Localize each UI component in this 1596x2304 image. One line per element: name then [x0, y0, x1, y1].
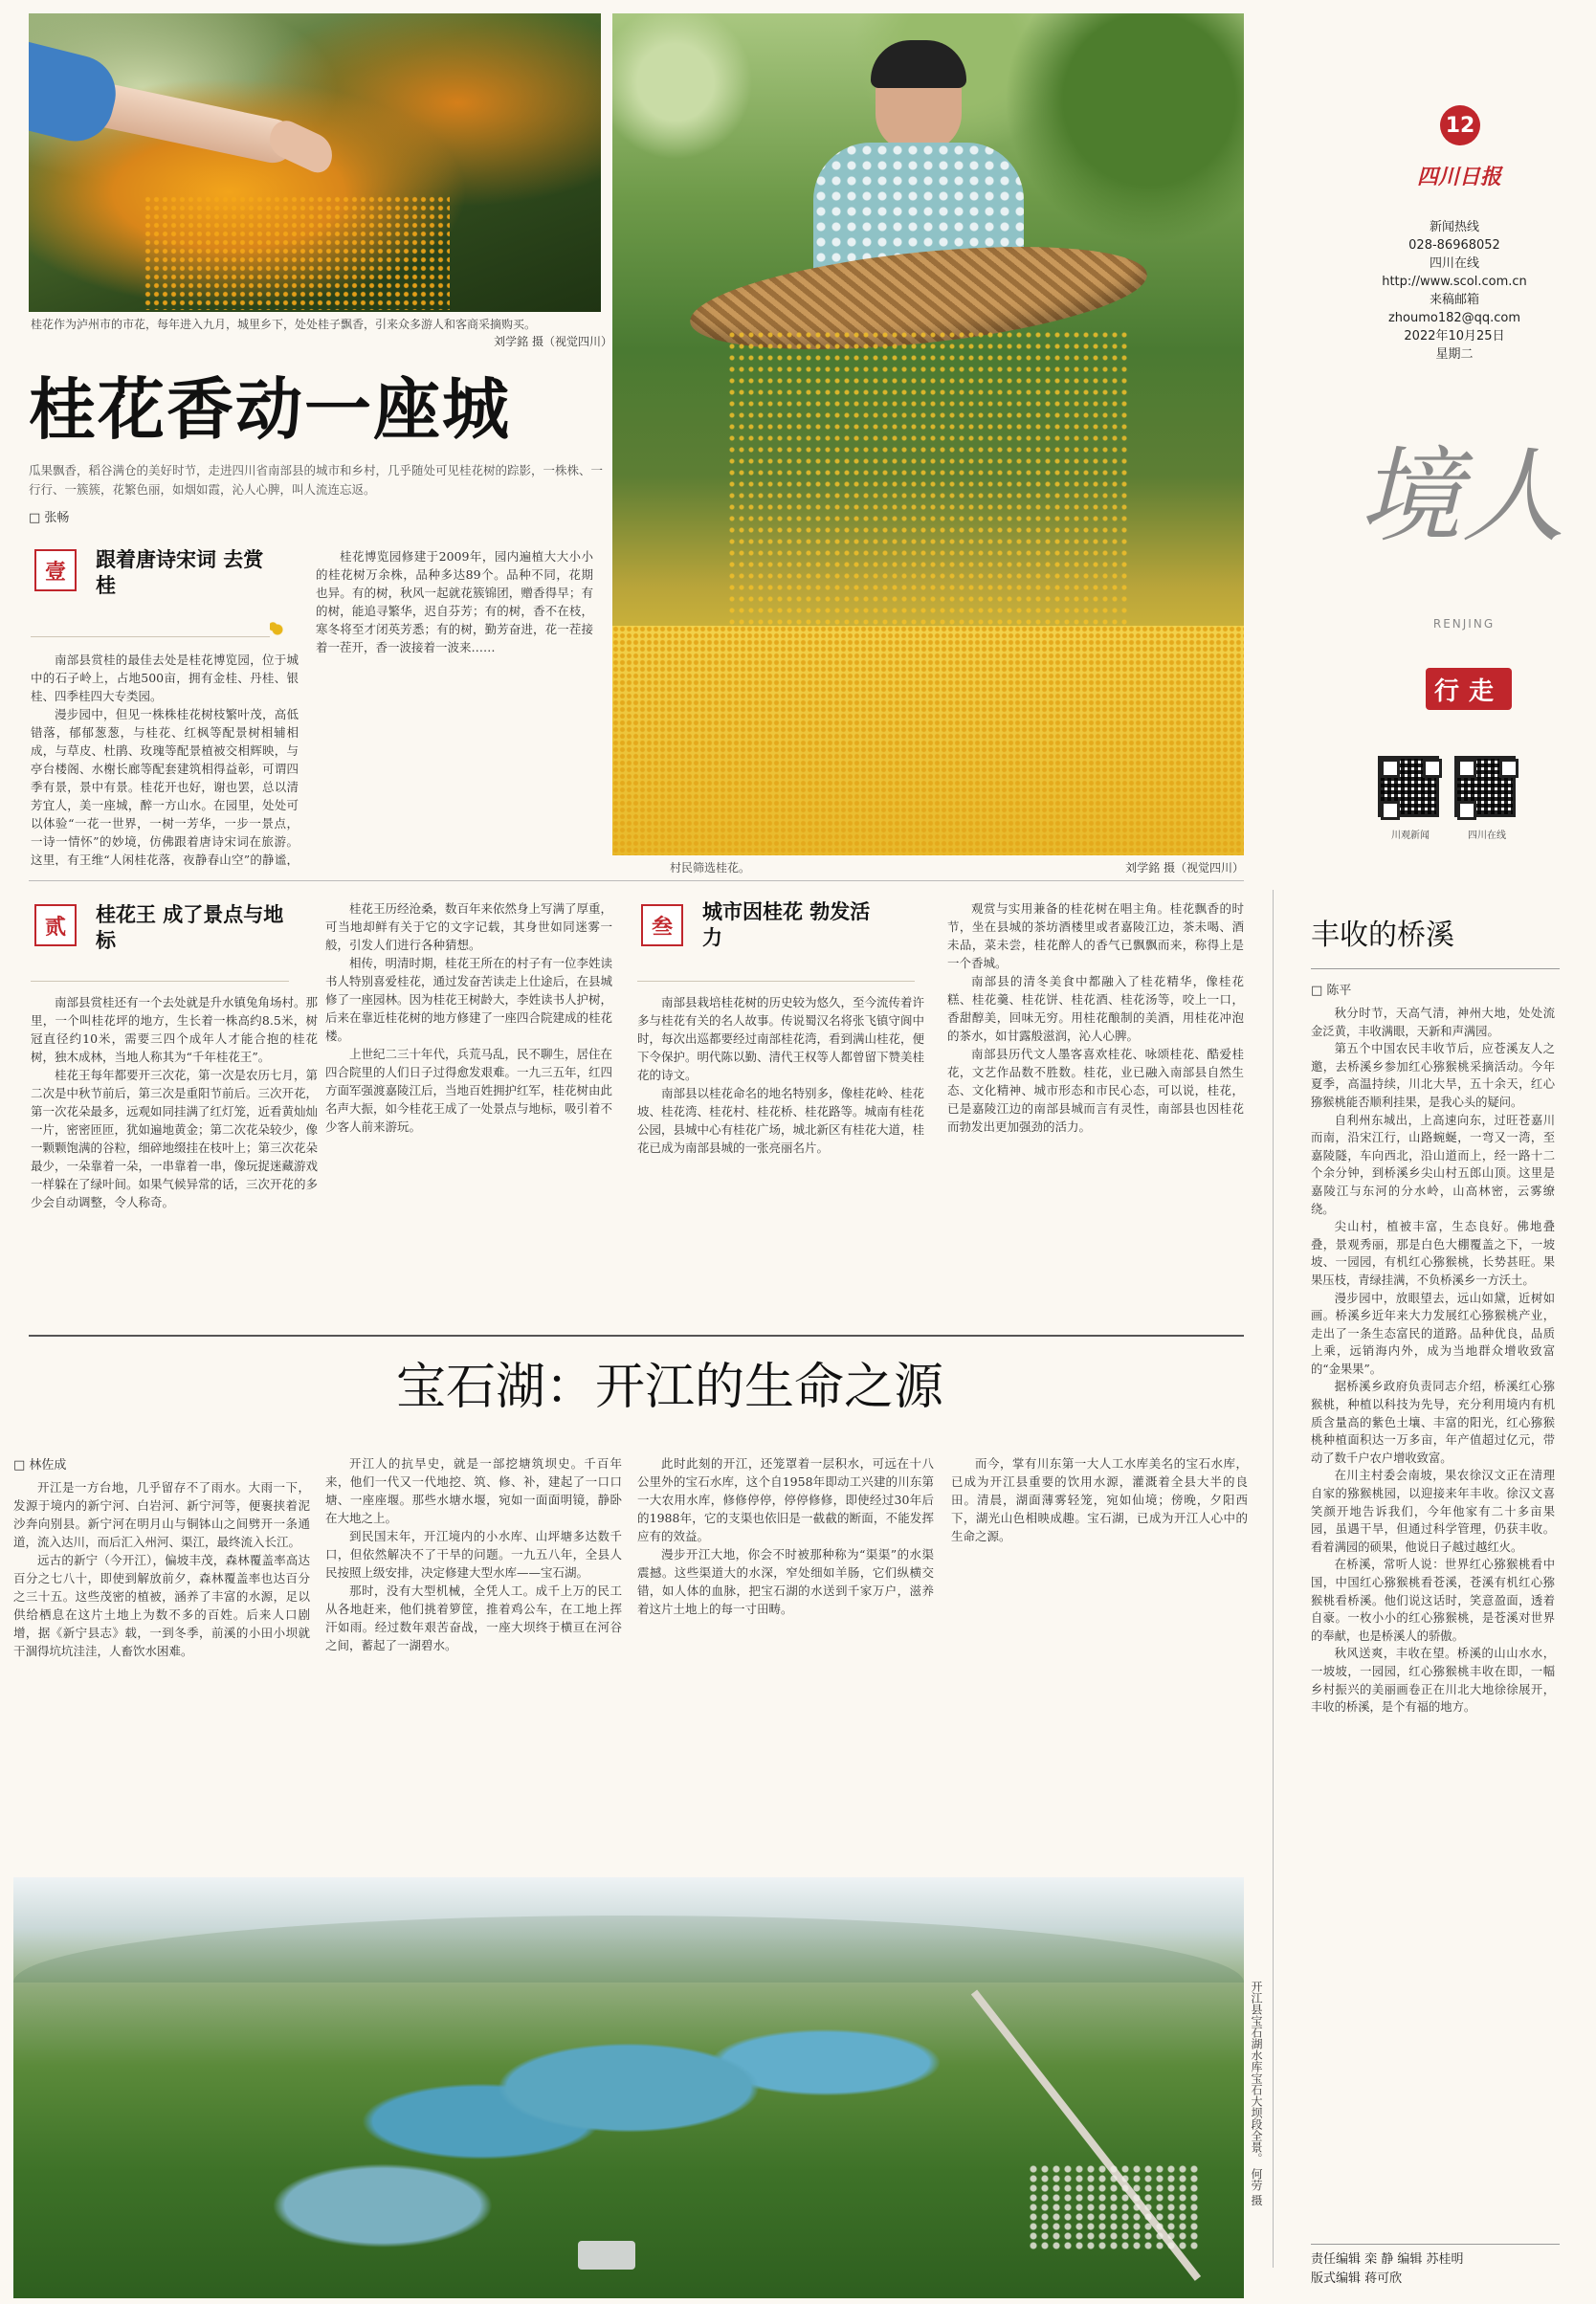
falling-osmanthus: [727, 329, 1129, 645]
editor-line-1: 责任编辑 栾 静 编辑 苏桂明: [1311, 2252, 1464, 2267]
section3-title: 城市因桂花 勃发活力: [702, 900, 871, 949]
sifting-osmanthus-photo: [612, 13, 1244, 855]
column-stamp-text: 行走: [1433, 676, 1503, 706]
right-column-rule: [1273, 890, 1274, 2268]
article2-paragraph: 此时此刻的开江，还笼罩着一层积水，可远在十八公里外的宝石水库，这个自1958年即动工兴建的川东第一大农用水库，修修停停，停停修修，即使经过30年后的1988年，它的支渠也依旧是一截截的断面，不能发挥应有的效益。: [637, 1456, 934, 1543]
section1-body-col1: [31, 651, 299, 866]
hotline-number: 028-86968052: [1408, 238, 1500, 253]
article2-paragraph: 开江是一方台地，几乎留存不了雨水。大雨一下，发源于境内的新宁河、白岩河、新宁河等，便裹挟着泥沙奔向别县。新宁河在明月山与铜钵山之间劈开一条通道，流入达川，而后汇入州河、渠江，最终流入长江。: [13, 1480, 310, 1549]
section2-body-col1: [31, 993, 318, 1232]
online-url[interactable]: http://www.scol.com.cn: [1382, 275, 1527, 289]
section2-paragraph: 上世纪二三十年代，兵荒马乱，民不聊生，居住在四合院里的人们日子过得愈发艰难。一九三五年，红四方面军强渡嘉陵江后，当地百姓拥护红军，桂花树由此名声大振，如今桂花王成了一处景点与地标，吸引着不少客人前来游玩。: [325, 1047, 612, 1134]
article2-col1: [13, 1478, 310, 1871]
section2-badge-text: 贰: [44, 914, 66, 940]
village: [1028, 2164, 1200, 2250]
article2-col2: [325, 1454, 622, 1871]
picker-sleeve: [29, 40, 123, 149]
section3-paragraph: 南部县的清冬美食中都融入了桂花精华，像桂花糕、桂花羹、桂花饼、桂花酒、桂花汤等，咬上一口，香甜醇美，回味无穷。用桂花酿制的美酒，用桂花冲泡的茶水，如甘露般滋润，沁人心脾。: [947, 974, 1244, 1043]
article3-body: [1311, 1005, 1555, 2218]
photo1-caption: 桂花作为泸州市的市花，每年进入九月，城里乡下，处处桂子飘香，引来众多游人和客商采摘购买。: [31, 318, 537, 331]
section1-badge-text: 壹: [44, 559, 66, 585]
section2-paragraph: 桂花王每年都要开三次花，第一次是农历七月，第二次是中秋节前后，第三次是重阳节前后。三次开花，第一次花朵最多，远观如同挂满了红灯笼，近看黄灿灿一片，密密匝匝，犹如遍地黄金；第二次花朵较少，像一颗颗饱满的谷粒，细碎地缀挂在枝叶上；第三次花朵最少，一朵靠着一朵，一串靠着一串，像玩捉迷藏游戏一样躲在了绿叶间。如果气候异常的话，三次开花的多少会自动调整，令人称奇。: [31, 1068, 318, 1209]
photo2-credit: 刘学銘 摄（视觉四川）: [1125, 861, 1244, 875]
article3-byline: □ 陈平: [1311, 984, 1352, 998]
section2-rule: [31, 981, 289, 982]
article2-col4: [951, 1454, 1248, 1871]
section1-badge: [34, 549, 77, 591]
distant-hills: [13, 1916, 1244, 1983]
section3-body-col1: [637, 993, 924, 1232]
section3-badge: [641, 904, 683, 946]
article2-paragraph: 到民国末年，开江境内的小水库、山坪塘多达数千口，但依然解决不了干旱的问题。一九五八年，全县人民按照上级安排，决定修建大型水库——宝石湖。: [325, 1529, 622, 1580]
qr-right-label: 四川在线: [1468, 831, 1506, 841]
picker-hand: [263, 116, 340, 177]
baoshi-lake-aerial-photo: [13, 1877, 1244, 2298]
qr-code-right[interactable]: [1454, 756, 1519, 821]
article2-photo-caption: [1244, 1981, 1265, 2296]
article3-paragraph: 秋分时节，天高气清，神州大地，处处流金泛黄，丰收满眼，天新和声满园。: [1311, 1007, 1555, 1038]
photo2-caption: 村民筛选桂花。: [670, 861, 751, 875]
section1-title: 跟着唐诗宋词 去赏桂: [96, 548, 264, 597]
osmanthus-pile: [612, 626, 1244, 855]
section3-rule: [637, 981, 915, 982]
section2-paragraph: 桂花王历经沧桑，数百年来依然身上写满了厚重，可当地却鲜有关于它的文字记载，其身世如同迷雾一般，引发人们进行各种猜想。: [325, 901, 612, 952]
section1-rule: [31, 636, 270, 637]
section3-paragraph: 观赏与实用兼备的桂花树在唱主角。桂花飘香的时节，坐在县城的茶坊酒楼里或者嘉陵江边，茶未喝、酒未品，菜未尝，桂花醉人的香气已飘飘而来，称得上是一个香城。: [947, 901, 1244, 970]
editor-line-2: 版式编辑 蒋可欣: [1311, 2271, 1403, 2286]
email-label: 来稿邮箱: [1429, 293, 1479, 307]
osmanthus-cluster: [144, 195, 450, 310]
article2-divider: [29, 1335, 1244, 1337]
article1-divider: [29, 880, 1244, 881]
footer-rule: [1311, 2244, 1560, 2245]
article2-byline: □ 林佐成: [13, 1458, 67, 1473]
article3-rule: [1311, 968, 1560, 969]
section3-paragraph: 南部县栽培桂花树的历史较为悠久，至今流传着许多与桂花有关的名人故事。传说蜀汉名将张飞镇守阆中时，每次出巡都要经过南部桂花湾，看到满山桂花，便下令保护。明代陈以勤、清代王权等人都曾留下赞美桂花的诗文。: [637, 995, 924, 1082]
section2-body-col2: [325, 899, 612, 1232]
article3-paragraph: 据桥溪乡政府负责同志介绍，桥溪红心猕猴桃，种植以科技为先导，充分利用境内有机质含量高的紫色土壤、丰富的阳光，红心猕猴桃种植面积达一万多亩，年产值超过亿元，带动了数千户农户增收致富。: [1311, 1380, 1555, 1465]
section1-body-col2: [316, 547, 593, 866]
article3-paragraph: 自利州东城出，上高速向东，过旺苍嘉川而南，沿宋江行，山路蜿蜒，一弯又一湾，至嘉陵隧，车向西北，沿山道而上，经一路十二个余分钟，到桥溪乡尖山村五郎山顶。这里是嘉陵江与东河的分水岭，山高林密，云雾缭绕。: [1311, 1113, 1555, 1216]
online-label: 四川在线: [1429, 256, 1479, 271]
article2-paragraph: 开江人的抗旱史，就是一部挖塘筑坝史。千百年来，他们一代又一代地挖、筑、修、补，建起了一口口塘、一座座堰。那些水塘水堰，宛如一面面明镜，静卧在大地之上。: [325, 1456, 622, 1525]
article3-headline: 丰收的桥溪: [1311, 919, 1454, 952]
column-stamp: [1426, 668, 1512, 710]
article2-paragraph: 而今，掌有川东第一大人工水库美名的宝石水库，已成为开江县重要的饮用水源，灌溉着全县大半的良田。清晨，湖面薄雾轻笼，宛如仙境；傍晚，夕阳西下，湖光山色相映成趣。宝石湖，已成为开江人心中的生命之源。: [951, 1456, 1248, 1543]
issue-weekday: 星期二: [1435, 347, 1474, 362]
section1-paragraph: 漫步园中，但见一株株桂花树枝繁叶茂，高低错落，郁郁葱葱，与桂花、红枫等配景树相辅相成，与草皮、杜鹃、玫瑰等配景植被交相辉映，与亭台楼阁、水榭长廊等配套建筑相得益彰，可谓四季有景，景中有景。桂花开也好，谢也罢，总以清芳宜人，美一座城，醉一方山水。在园里，处处可以体验“一花一世界，一树一芳华，一步一景点，一诗一情怀”的妙境，仿佛跟着唐诗宋词在旅游。这里，有王维“人闲桂花落，夜静春山空”的静谧，: [31, 707, 299, 866]
section3-badge-text: 叁: [651, 914, 673, 940]
section2-badge: [34, 904, 77, 946]
qr-left-label: 川观新闻: [1391, 831, 1430, 841]
hotline-label: 新闻热线: [1429, 220, 1479, 234]
article3-paragraph: 在桥溪，常听人说：世界红心猕猴桃看中国，中国红心猕猴桃看苍溪，苍溪有机红心猕猴桃看桥溪。他们说这话时，笑意盈面，透着自豪。一枚小小的红心猕猴桃，是苍溪对世界的奉献，也是桥溪人的骄傲。: [1311, 1558, 1555, 1643]
issue-date: 2022年10月25日: [1404, 329, 1505, 343]
article3-paragraph: 第五个中国农民丰收节后，应苍溪友人之邀，去桥溪乡参加红心猕猴桃采摘活动。今年夏季，高温持续，川北大旱，五十余天，红心猕猴桃能否顺利挂果，是我心头的疑问。: [1311, 1042, 1555, 1109]
masthead: [1335, 105, 1574, 861]
section3-paragraph: 南部县历代文人墨客喜欢桂花、咏颂桂花、酷爱桂花，文艺作品数不胜数。桂花，业已融入南部县自然生态、文化精神、城市形态和市民心态，可以说，桂花，已是嘉陵江边的南部县城而言有灵性，南部县也因桂花而勃发出更加强劲的活力。: [947, 1047, 1244, 1134]
article1-byline: □ 张畅: [29, 511, 70, 525]
article2-paragraph: 远古的新宁（今开江），偏坡丰茂，森林覆盖率高达百分之七八十，即使到解放前夕，森林覆盖率也达百分之三十五。这些茂密的植被，涵养了丰富的水源，足以供给栖息在这片土地上为数不多的百姓。后来人口剧增，据《新宁县志》载，一到冬季，前溪的小田小坝就干涸得坑坑洼洼，人畜饮水困难。: [13, 1553, 310, 1658]
section2-title: 桂花王 成了景点与地标: [96, 903, 284, 952]
section1-paragraph: 南部县赏桂的最佳去处是桂花博览园，位于城中的石子岭上，占地500亩，拥有金桂、丹桂、银桂、四季桂四大专类园。: [31, 653, 299, 703]
osmanthus-picking-photo: [29, 13, 601, 312]
section1-paragraph: 桂花博览园修建于2009年，园内遍植大大小小的桂花树万余株，品种多达89个。品种不同，花期也异。有的树，秋风一起就花簇锦团，赠香得早；有的树，能追寻繁华，迟自芬芳；有的树，香不在枝，寒冬将至才闭英芳悉；有的树，勤芳奋进，花一茬接着一茬开，香一波接着一波来……: [316, 549, 593, 654]
article3-paragraph: 漫步园中，放眼望去，远山如黛，近树如画。桥溪乡近年来大力发展红心猕猴桃产业，走出了一条生态富民的道路。品种优良，品质上乘，远销海内外，成为当地群众增收致富的“金果果”。: [1311, 1291, 1555, 1376]
footer-editors: [1311, 2250, 1569, 2289]
section3-body-col2: [947, 899, 1244, 1232]
qr-code-left[interactable]: [1378, 756, 1443, 821]
page-number: 12: [1445, 113, 1475, 138]
osmanthus-ornament-icon: [270, 622, 285, 637]
article3-paragraph: 尖山村，植被丰富，生态良好。佛地叠叠，景观秀丽，那是白色大棚覆盖之下，一坡坡、一园园，有机红心猕猴桃，长势甚旺。果果压枝，青绿挂满，不负桥溪乡一方沃土。: [1311, 1220, 1555, 1287]
email[interactable]: zhoumo182@qq.com: [1387, 311, 1521, 325]
article2-caption-credit: 何劳 摄: [1250, 2167, 1263, 2206]
article1-headline: 桂花香动一座城: [29, 370, 511, 449]
article2-paragraph: 漫步开江大地，你会不时被那种称为“渠渠”的水渠震撼。这些渠道大的水深，窄处细如羊肠，它们纵横交错，如人体的血脉，把宝石湖的水送到千家万户，滋养着这片土地上的每一寸田畴。: [637, 1547, 934, 1616]
page-number-badge: [1440, 105, 1480, 145]
section-pinyin: RENJING: [1432, 617, 1496, 631]
masthead-info: [1344, 218, 1564, 364]
dam: [578, 2241, 635, 2270]
section3-paragraph: 南部县以桂花命名的地名特别多，像桂花岭、桂花坡、桂花湾、桂花村、桂花桥、桂花路等。城南有桂花公园，县城中心有桂花广场，城北新区有桂花大道，桂花已成为南部县城的一张亮丽名片。: [637, 1086, 924, 1155]
article2-col3: [637, 1454, 934, 1871]
section2-paragraph: 相传，明清时期，桂花王所在的村子有一位李姓读书人特别喜爱桂花，通过发奋苦读走上仕途后，在县城修了一座园林。因为桂花王树龄大，李姓读书人护树，后来在靠近桂花树的地方修建了一座四合院建成的桂花楼。: [325, 956, 612, 1043]
photo1-credit: 刘学銘 摄（视觉四川）: [494, 335, 612, 348]
article3-paragraph: 在川主村委会南坡，果农徐汉文正在清理自家的猕猴桃园，以迎接来年丰收。徐汉文喜笑颜开地告诉我们，今年他家有二十多亩果园，虽遇干旱，但通过科学管理，仍获丰收。看着满园的硕果，他说日子越过越红火。: [1311, 1469, 1555, 1554]
article3-paragraph: 秋风送爽，丰收在望。桥溪的山山水水，一坡坡，一园园，红心猕猴桃丰收在即，一幅乡村振兴的美丽画卷正在川北大地徐徐展开，丰收的桥溪，是个有福的地方。: [1311, 1647, 1555, 1715]
article2-paragraph: 那时，没有大型机械，全凭人工。成千上万的民工从各地赶来，他们挑着箩筐，推着鸡公车，在工地上挥汗如雨。经过数年艰苦奋战，一座大坝终于横亘在河谷之间，蓄起了一湖碧水。: [325, 1584, 622, 1652]
article2-headline: 宝石湖：开江的生命之源: [395, 1359, 943, 1416]
article2-caption-text: 开江县宝石湖水库宝石大坝段全景。: [1250, 1981, 1263, 2164]
section-calligraphy: 人境: [1341, 441, 1563, 544]
paper-name: 四川日报: [1416, 165, 1501, 189]
article1-intro: 瓜果飘香，稻谷满仓的美好时节，走进四川省南部县的城市和乡村，几乎随处可见桂花树的踪影，一株株、一行行、一簇簇，花繁色丽，如烟如霞，沁人心脾，叫人流连忘返。: [29, 463, 604, 497]
section2-paragraph: 南部县赏桂还有一个去处就是升水镇兔角场村。那里，一个叫桂花坪的地方，生长着一株高约8.5米，树冠直径约10米，需要三四个成年人才能合抱的桂花树，独木成林，当地人称其为“千年桂花王”。: [31, 995, 318, 1064]
